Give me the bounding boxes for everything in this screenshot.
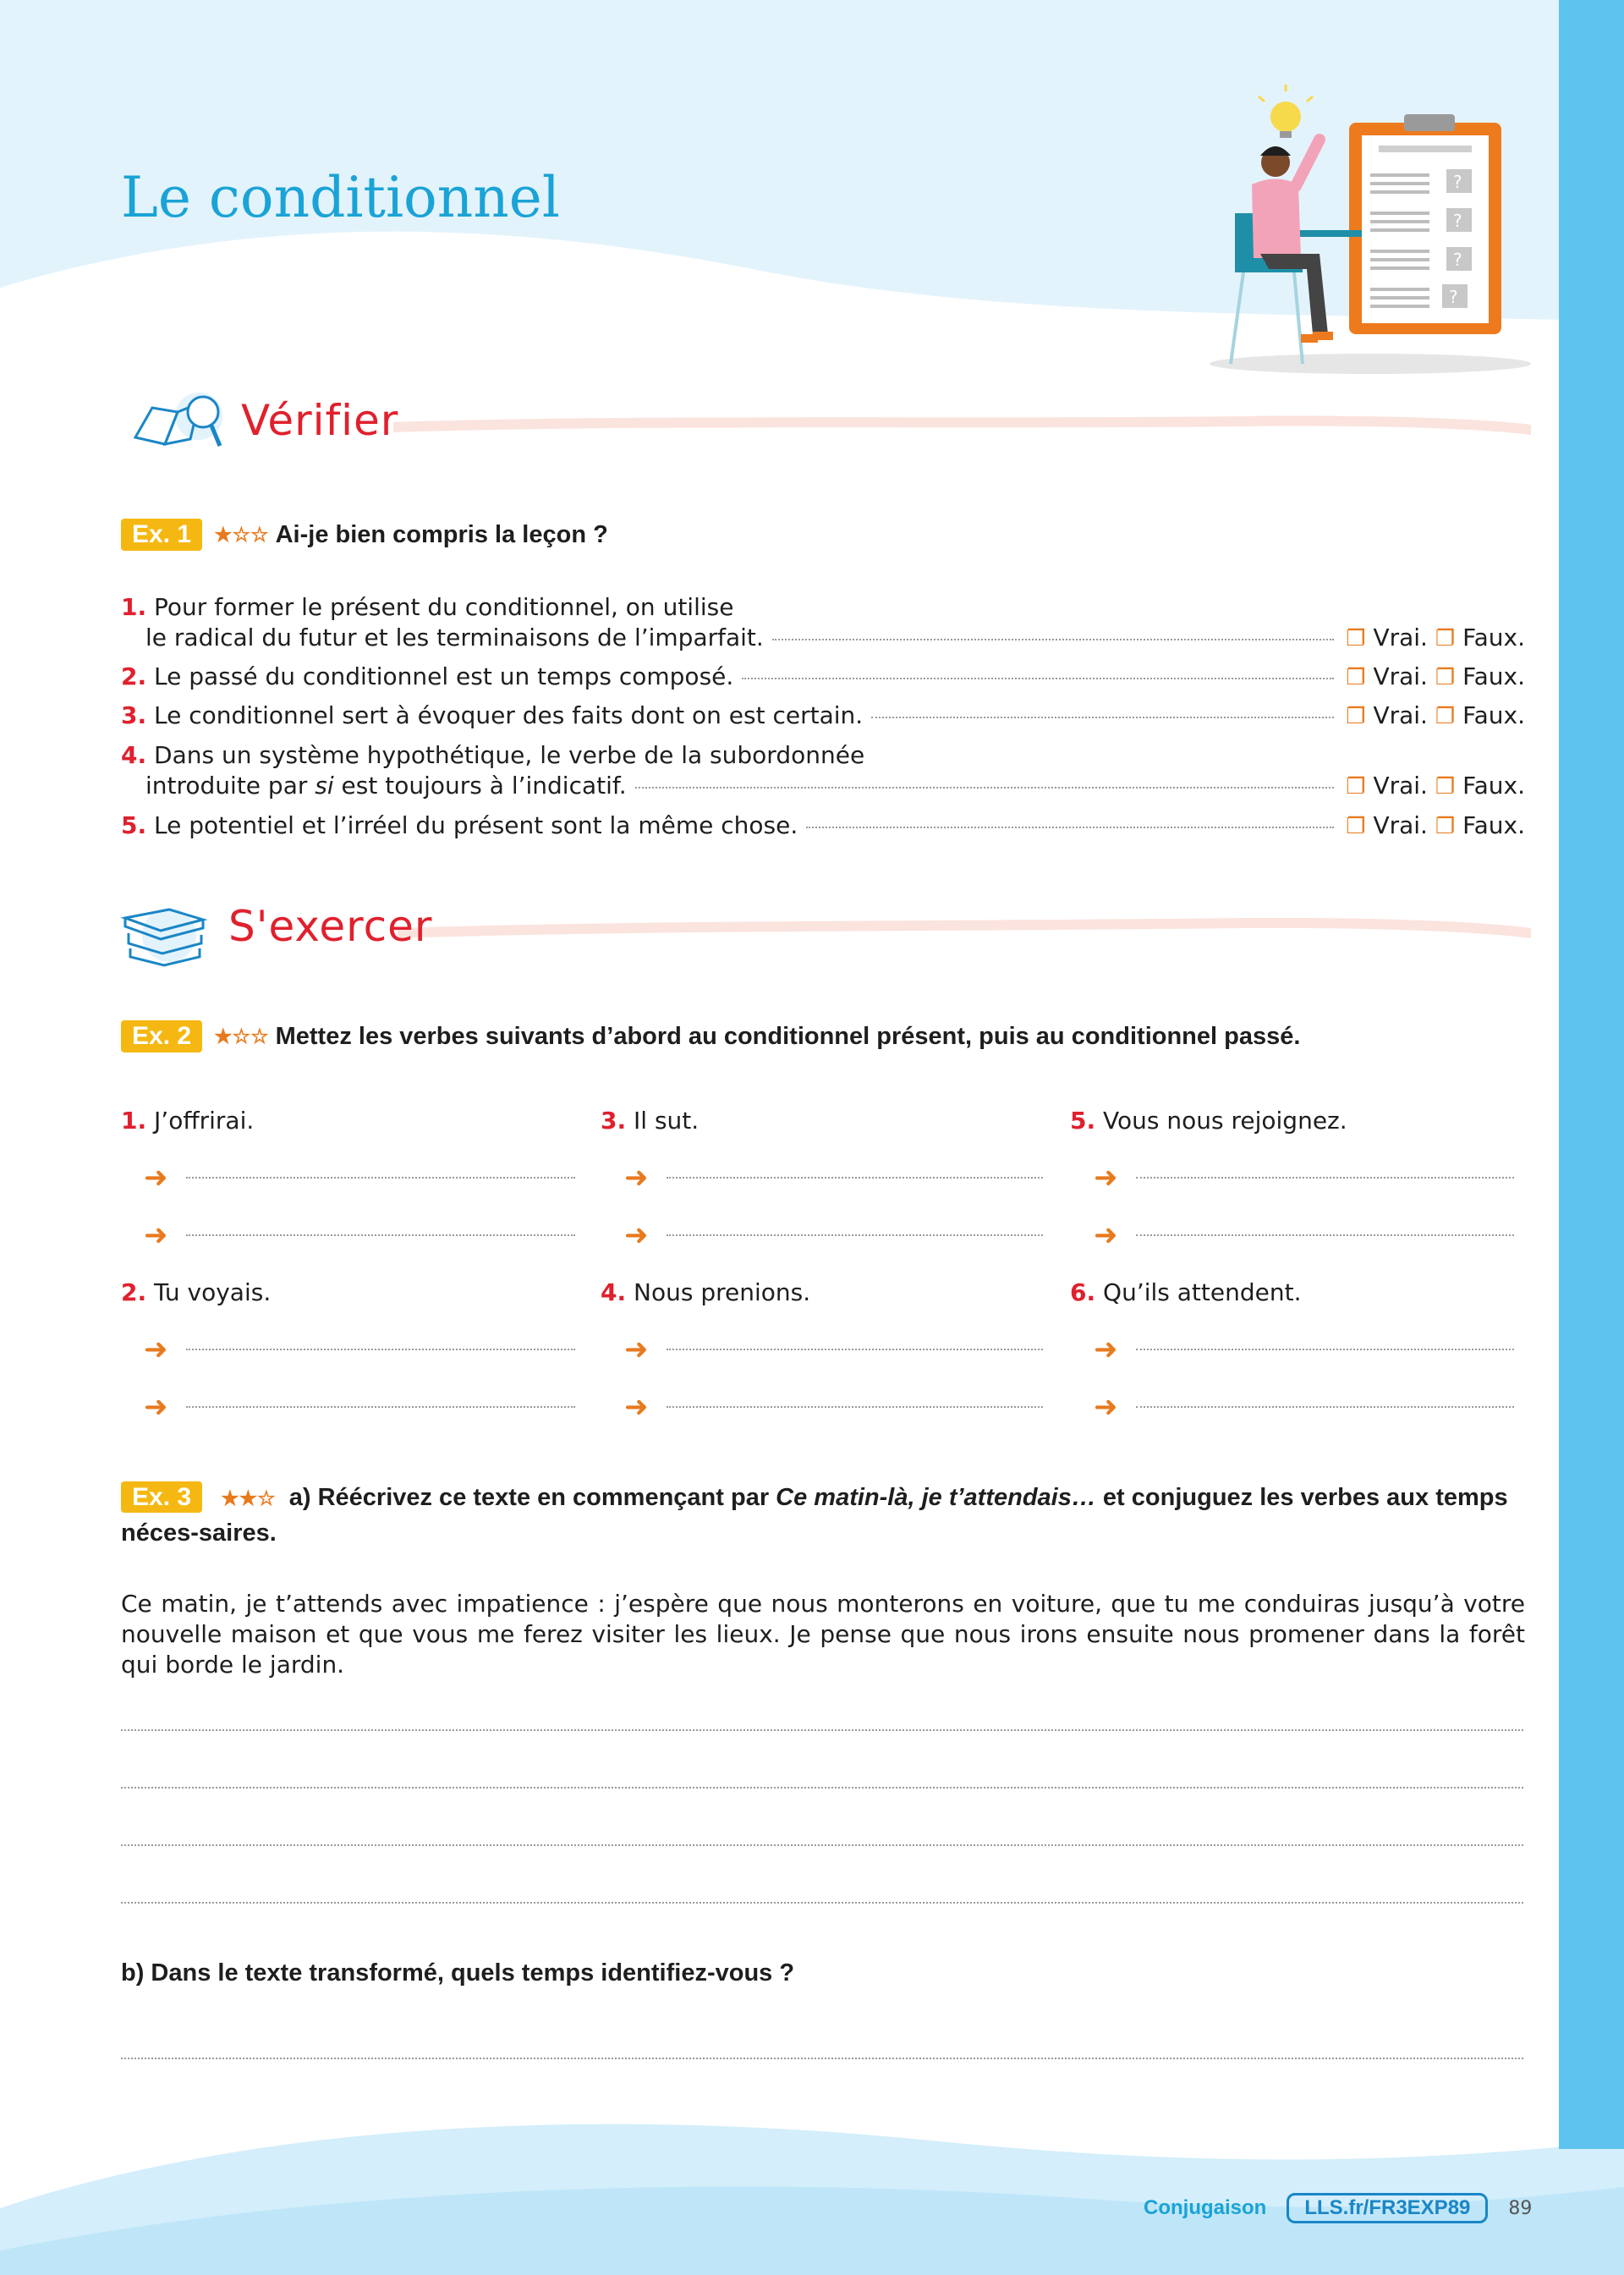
arrow-right-icon: ➜ — [624, 1161, 649, 1195]
answer-line — [624, 1161, 1043, 1195]
ex3-source-text: Ce matin, je t’attends avec impatience : j’espère que nous monterons en voiture, que tu me conduiras jusqu’à votre nouvelle maison et que vous me ferez visiter les lieux. Je pense que nous irons ensuite nous promener dans la forêt qui borde le jardin. — [121, 1590, 1525, 1679]
footer-resource-link[interactable]: LLS.fr/FR3EXP89 — [1287, 2193, 1488, 2223]
leader-dots — [742, 678, 1334, 679]
writing-line[interactable] — [121, 1787, 1523, 1789]
answer-input[interactable] — [1136, 1234, 1514, 1236]
answer-line — [144, 1333, 575, 1366]
arrow-right-icon: ➜ — [624, 1390, 649, 1424]
ex1-badge: Ex. 1 — [121, 519, 202, 551]
answer-input[interactable] — [667, 1349, 1043, 1350]
footer-chapter-label: Conjugaison — [1144, 2196, 1267, 2219]
ex2-header — [121, 1020, 1300, 1052]
student-clipboard-illustration — [1201, 85, 1531, 381]
ex2-item-1: 1. J’offrirai. — [121, 1107, 255, 1135]
arrow-right-icon: ➜ — [144, 1218, 168, 1252]
arrow-right-icon: ➜ — [1094, 1390, 1118, 1424]
side-color-bar — [1559, 0, 1624, 2149]
answer-input[interactable] — [1136, 1349, 1514, 1350]
ex2-instruction: Mettez les verbes suivants d’abord au conditionnel présent, puis au conditionnel passé. — [275, 1022, 1301, 1050]
section-verify-header — [131, 378, 398, 463]
leader-dots — [635, 787, 1335, 789]
checkbox-false[interactable]: ❐ — [1435, 814, 1456, 839]
checkbox-false[interactable]: ❐ — [1435, 774, 1456, 800]
ex1-instruction: Ai-je bien compris la leçon ? — [275, 520, 608, 548]
answer-input[interactable] — [1136, 1177, 1514, 1179]
checkbox-true[interactable]: ❐ — [1346, 774, 1366, 800]
ex3-instruction-a: a) Réécrivez ce texte en commençant par Ce matin-là, je t’attendais… et conjuguez les verbes aux temps néces-saires. — [121, 1484, 1508, 1547]
answer-line — [144, 1161, 575, 1195]
ex2-item-6: 6. Qu’ils attendent. — [1070, 1278, 1302, 1306]
section-practice-title: S'exercer — [228, 902, 433, 951]
svg-text:?: ? — [1453, 211, 1462, 231]
checkbox-false[interactable]: ❐ — [1435, 665, 1456, 690]
writing-line[interactable] — [121, 2058, 1523, 2059]
book-magnifier-icon — [131, 378, 233, 463]
answer-line — [144, 1218, 575, 1252]
ex2-difficulty-stars: ★☆☆ — [214, 1025, 269, 1048]
arrow-right-icon: ➜ — [144, 1161, 168, 1195]
section-practice-divider — [398, 918, 1531, 943]
books-stack-icon — [118, 884, 220, 969]
writing-line[interactable] — [121, 1729, 1523, 1731]
arrow-right-icon: ➜ — [624, 1333, 649, 1366]
checkbox-true[interactable]: ❐ — [1346, 814, 1366, 839]
ex2-item-5: 5. Vous nous rejoignez. — [1070, 1107, 1347, 1135]
answer-line — [624, 1390, 1043, 1424]
answer-input[interactable] — [1136, 1406, 1514, 1408]
ex3-badge: Ex. 3 — [121, 1481, 202, 1513]
page-number: 89 — [1508, 2197, 1533, 2219]
arrow-right-icon: ➜ — [144, 1390, 168, 1424]
answer-input[interactable] — [667, 1406, 1043, 1408]
answer-line — [1094, 1161, 1514, 1195]
ex1-item-3: 3. Le conditionnel sert à évoquer des faits dont on est certain. ❐ Vrai. ❐ Faux. — [121, 701, 1525, 729]
ex3-question-b: b) Dans le texte transformé, quels temps identifiez-vous ? — [121, 1959, 795, 1987]
answer-input[interactable] — [186, 1406, 575, 1408]
ex3-difficulty-stars: ★★☆ — [221, 1487, 276, 1510]
ex1-difficulty-stars: ★☆☆ — [214, 523, 269, 547]
page-title: Le conditionnel — [121, 165, 560, 230]
svg-text:?: ? — [1453, 172, 1462, 192]
svg-text:?: ? — [1453, 250, 1462, 270]
checkbox-true[interactable]: ❐ — [1346, 626, 1366, 651]
arrow-right-icon: ➜ — [624, 1218, 649, 1252]
svg-text:?: ? — [1449, 287, 1458, 307]
arrow-right-icon: ➜ — [144, 1333, 168, 1366]
ex2-item-2: 2. Tu voyais. — [121, 1278, 272, 1306]
ex3-header — [121, 1481, 1529, 1550]
ex1-item-4: 4. Dans un système hypothétique, le verbe de la subordonnée introduite par si est toujours à l’indicatif. ❐ Vrai. ❐ Faux. — [121, 741, 1525, 800]
answer-input[interactable] — [667, 1177, 1043, 1179]
answer-line — [624, 1333, 1043, 1366]
answer-line — [1094, 1333, 1514, 1366]
ex1-item-5: 5. Le potentiel et l’irréel du présent sont la même chose. ❐ Vrai. ❐ Faux. — [121, 811, 1525, 839]
ex2-badge: Ex. 2 — [121, 1020, 202, 1052]
footer-wave-background — [0, 2107, 1624, 2275]
ex1-header — [121, 519, 608, 551]
checkbox-true[interactable]: ❐ — [1346, 665, 1366, 690]
ex1-item-1: 1. Pour former le présent du conditionnel, on utilise le radical du futur et les terminaisons de l’imparfait. ❐ Vrai. ❐ Faux. — [121, 593, 1525, 651]
answer-line — [1094, 1218, 1514, 1252]
checkbox-true[interactable]: ❐ — [1346, 704, 1366, 729]
ex1-item-2: 2. Le passé du conditionnel est un temps composé. ❐ Vrai. ❐ Faux. — [121, 662, 1525, 690]
answer-line — [624, 1218, 1043, 1252]
answer-input[interactable] — [667, 1234, 1043, 1236]
answer-input[interactable] — [186, 1349, 575, 1350]
answer-input[interactable] — [186, 1177, 575, 1179]
checkbox-false[interactable]: ❐ — [1435, 626, 1456, 651]
checkbox-false[interactable]: ❐ — [1435, 704, 1456, 729]
section-practice-header — [118, 884, 432, 969]
leader-dots — [871, 717, 1334, 718]
section-verify-divider — [393, 415, 1531, 440]
arrow-right-icon: ➜ — [1094, 1218, 1118, 1252]
answer-line — [1094, 1390, 1514, 1424]
ex2-item-3: 3. Il sut. — [601, 1107, 700, 1135]
leader-dots — [806, 827, 1334, 828]
writing-line[interactable] — [121, 1902, 1523, 1904]
arrow-right-icon: ➜ — [1094, 1161, 1118, 1195]
leader-dots — [772, 639, 1334, 640]
answer-line — [144, 1390, 575, 1424]
page-footer — [1144, 2193, 1532, 2223]
arrow-right-icon: ➜ — [1094, 1333, 1118, 1366]
ex2-item-4: 4. Nous prenions. — [601, 1278, 811, 1306]
section-verify-title: Vérifier — [241, 396, 399, 445]
writing-line[interactable] — [121, 1844, 1523, 1846]
answer-input[interactable] — [186, 1234, 575, 1236]
